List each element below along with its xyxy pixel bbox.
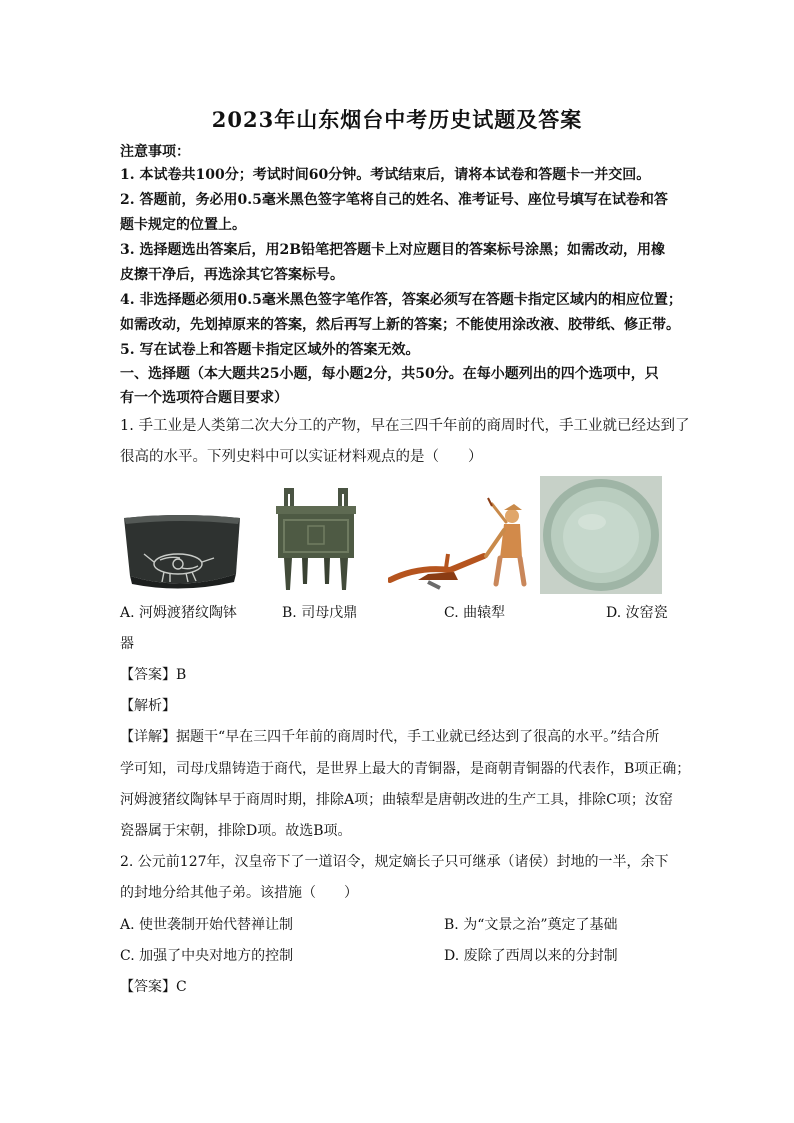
q1-stem: 1. 手工业是人类第二次大分工的产物，早在三四千年前的商周时代，手工业就已经达到了: [120, 418, 690, 434]
q2-option-a: A. 使世袭制开始代替禅让制: [120, 917, 294, 933]
q1-option-d-wrap: 器: [120, 636, 134, 652]
celadon-porcelain-image: [540, 476, 662, 594]
q1-answer: 【答案】B: [120, 667, 187, 683]
q2-stem-cont: 的封地分给其他子弟。该措施（ ）: [120, 885, 358, 901]
q2-answer: 【答案】C: [120, 979, 187, 995]
note-line: 题卡规定的位置上。: [120, 217, 246, 233]
note-line: 1. 本试卷共100分；考试时间60分钟。考试结束后，请将本试卷和答题卡一并交回。: [120, 167, 651, 183]
pottery-bowl-image: [120, 510, 244, 594]
q2-option-b: B. 为“文景之治”奠定了基础: [444, 917, 618, 933]
q2-option-c: C. 加强了中央对地方的控制: [120, 948, 294, 964]
q1-option-b: B. 司母戊鼎: [282, 605, 358, 621]
section-heading-cont: 有一个选项符合题目要求）: [120, 390, 288, 406]
section-heading: 一、选择题（本大题共25小题，每小题2分，共50分。在每小题列出的四个选项中，只: [120, 366, 659, 382]
page-title: 2023年山东烟台中考历史试题及答案: [211, 107, 583, 132]
q1-detail-line: 学可知，司母戊鼎铸造于商代，是世界上最大的青铜器，是商朝青铜器的代表作，B项正确；: [120, 761, 691, 777]
q1-detail-line: 【详解】据题干“早在三四千年前的商周时代，手工业就已经达到了很高的水平。”结合所: [120, 729, 660, 745]
notes-heading: 注意事项：: [120, 144, 190, 160]
note-line: 3. 选择题选出答案后，用2B铅笔把答题卡上对应题目的答案标号涂黑；如需改动，用橡: [120, 242, 666, 258]
curved-plough-image: [388, 496, 528, 592]
note-line: 皮擦干净后，再选涂其它答案标号。: [120, 267, 344, 283]
bronze-ding-image: [270, 486, 362, 594]
q1-option-c: C. 曲辕犁: [444, 605, 506, 621]
q2-option-d: D. 废除了西周以来的分封制: [444, 948, 618, 964]
q1-detail-line: 瓷器属于宋朝，排除D项。故选B项。: [120, 823, 352, 839]
note-line: 2. 答题前，务必用0.5毫米黑色签字笔将自己的姓名、准考证号、座位号填写在试卷和答: [120, 192, 668, 208]
q1-detail-line: 河姆渡猪纹陶钵早于商周时期，排除A项；曲辕犁是唐朝改进的生产工具，排除C项；汝窑: [120, 792, 673, 808]
note-line: 5. 写在试卷上和答题卡指定区域外的答案无效。: [120, 342, 420, 358]
q2-stem: 2. 公元前127年，汉皇帝下了一道诏令，规定嫡长子只可继承（诸侯）封地的一半，余下: [120, 854, 669, 870]
note-line: 如需改动，先划掉原来的答案，然后再写上新的答案；不能使用涂改液、胶带纸、修正带。: [120, 317, 680, 333]
q1-stem-cont: 很高的水平。下列史料中可以实证材料观点的是（ ）: [120, 449, 483, 465]
note-line: 4. 非选择题必须用0.5毫米黑色签字笔作答，答案必须写在答题卡指定区域内的相应位置；: [120, 292, 682, 308]
q1-option-d: D. 汝窑瓷: [606, 605, 668, 621]
q1-option-a: A. 河姆渡猪纹陶钵: [120, 605, 238, 621]
q1-analysis-label: 【解析】: [120, 698, 176, 714]
